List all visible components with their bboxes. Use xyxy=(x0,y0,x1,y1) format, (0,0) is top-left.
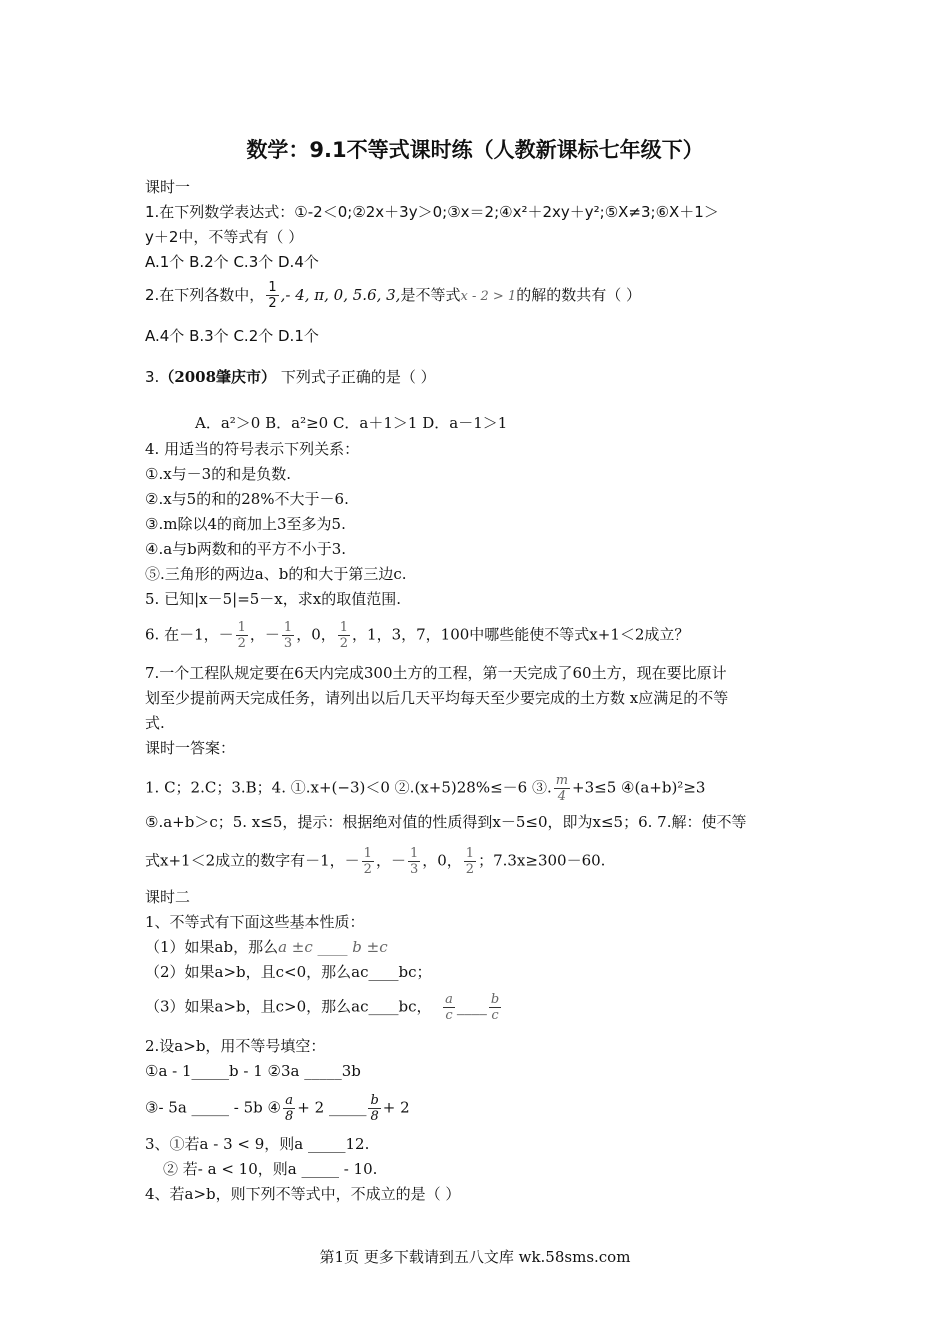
q6-f3-num: 1 xyxy=(339,620,349,635)
answer1-suffix: +3≤5 ④(a+b)²≥3 xyxy=(572,778,706,797)
q6-f2-num: 1 xyxy=(283,620,293,635)
p1-fb-num: b xyxy=(490,992,500,1007)
q2-mid: 是不等式 xyxy=(400,286,461,304)
q3-text: 下列式子正确的是（ ） xyxy=(280,368,436,386)
a3-f2-num: 1 xyxy=(409,846,419,861)
q4-item: ⑤.三角形的两边a、b的和大于第三边c. xyxy=(145,565,407,583)
lesson1-heading: 课时一 xyxy=(145,178,191,196)
p1-item1 xyxy=(145,937,388,957)
q6-f1-den: 2 xyxy=(237,636,246,651)
q6-f1-num: 1 xyxy=(237,620,246,635)
q4-item: ①.x与－3的和是负数. xyxy=(145,465,291,483)
a3-f1-num: 1 xyxy=(363,846,372,861)
q3-number: 3. xyxy=(145,368,160,386)
q7-line: 7.一个工程队规定要在6天内完成300土方的工程，第一天完成了60土方，现在要比原计 xyxy=(145,664,727,682)
p1-item3-frac-b xyxy=(489,992,501,1023)
q4-item: ④.a与b两数和的平方不小于3. xyxy=(145,540,347,558)
p1-item3-text: （3）如果a>b，且c>0，那么ac____bc， xyxy=(145,997,432,1016)
a3-f3-num: 1 xyxy=(465,846,475,861)
q7-line: 划至少提前两天完成任务，请列出以后几天平均每天至少要完成的土方数 x应满足的不等 xyxy=(145,689,729,707)
p3-line2: ② 若- a < 10，则a _____ - 10. xyxy=(163,1160,378,1178)
q2-frac-den: 2 xyxy=(268,296,277,311)
q5-line: 5. 已知|x－5|=5－x，求x的取值范围. xyxy=(145,590,401,608)
p2-fa-num: a xyxy=(283,1093,295,1109)
answer3-suffix: ；7.3x≥300－60. xyxy=(478,851,606,870)
q1-line1: 1.在下列数学表达式：①-2＜0;②2x＋3y＞0;③x＝2;④x²＋2xy＋y²;⑤X≠3;⑥X＋1＞ xyxy=(145,203,719,221)
q2-inequality: x - 2 > 1 xyxy=(460,289,517,304)
p1-fa-num: a xyxy=(445,992,453,1007)
q6-fraction-3 xyxy=(338,620,350,651)
q6-prefix: 6. 在－1，－ xyxy=(145,625,234,644)
p1-item3 xyxy=(145,992,503,1023)
answer-line3 xyxy=(145,846,605,877)
q2-numbers: ,- 4, π, 0, 5.6, 3, xyxy=(280,286,401,304)
a3-f2-den: 3 xyxy=(409,862,419,877)
q6-fraction-1 xyxy=(236,620,248,651)
p2-line1: ①a - 1_____b - 1 ②3a _____3b xyxy=(145,1062,361,1080)
answer3-fraction-2 xyxy=(408,846,420,877)
p1-fb-den: c xyxy=(491,1008,499,1023)
a3-f1-den: 2 xyxy=(363,862,372,877)
answer1-frac-num: m xyxy=(555,773,569,788)
p2-line2-suffix: + 2 xyxy=(382,1098,410,1117)
answer-line1 xyxy=(145,773,705,804)
page-title: 数学：9.1不等式课时练（人教新课标七年级下） xyxy=(246,138,704,162)
q6-sep1: ，－ xyxy=(249,625,280,644)
answer1-frac-den: 4 xyxy=(557,789,567,804)
q7-line: 式. xyxy=(145,714,165,732)
q3-source: （2008肇庆市） xyxy=(159,368,277,386)
q2-fraction xyxy=(266,280,278,311)
q4-item: ③.m除以4的商加上3至多为5. xyxy=(145,515,346,533)
p2-line2-prefix: ③- 5a _____ - 5b ④ xyxy=(145,1098,282,1117)
answer3-fraction-1 xyxy=(362,846,374,877)
q4-item: ②.x与5的和的28%不大于－6. xyxy=(145,490,349,508)
q2-prefix: 2.在下列各数中， xyxy=(145,286,265,304)
page-footer: 第1页 更多下载请到五八文库 wk.58sms.com xyxy=(319,1248,631,1266)
p2-frac-a xyxy=(283,1093,295,1124)
answer-heading: 课时一答案： xyxy=(145,739,236,757)
lesson2-heading: 课时二 xyxy=(145,888,191,906)
q2-suffix: 的解的数共有（ ） xyxy=(516,286,641,304)
q1-line2: y＋2中，不等式有（ ） xyxy=(145,228,304,246)
p2-line2 xyxy=(145,1093,410,1124)
q1-options: A.1个 B.2个 C.3个 D.4个 xyxy=(145,253,319,271)
p1-heading: 1、不等式有下面这些基本性质： xyxy=(145,913,365,931)
q3-options: A．a²＞0 B．a²≥0 C．a＋1＞1 D．a－1＞1 xyxy=(195,414,508,432)
p2-line2-mid: + 2 _____ xyxy=(297,1098,367,1117)
a3-f3-den: 2 xyxy=(465,862,475,877)
q2-frac-num: 1 xyxy=(268,280,277,295)
p2-fb-den: 8 xyxy=(370,1109,379,1124)
answer1-prefix: 1. C；2.C；3.B；4. ①.x+(−3)＜0 ②.(x+5)28%≤－6 ③. xyxy=(145,778,552,797)
p1-fa-den: c xyxy=(445,1008,453,1023)
q2-line xyxy=(145,280,641,311)
q6-fraction-2 xyxy=(282,620,294,651)
p4-line: 4、若a>b，则下列不等式中，不成立的是（ ） xyxy=(145,1185,461,1203)
q2-options: A.4个 B.3个 C.2个 D.1个 xyxy=(145,327,319,345)
answer3-sep1: ，－ xyxy=(375,851,406,870)
q6-line xyxy=(145,620,689,651)
answer3-prefix: 式x+1＜2成立的数字有－1，－ xyxy=(145,851,360,870)
q6-suffix: ，1，3，7，100中哪些能使不等式x+1＜2成立？ xyxy=(352,625,690,644)
q4-heading: 4. 用适当的符号表示下列关系： xyxy=(145,440,360,458)
p1-item2: （2）如果a>b，且c<0，那么ac____bc； xyxy=(145,963,432,981)
answer3-sep2: ，0， xyxy=(422,851,462,870)
p2-fa-den: 8 xyxy=(285,1109,294,1124)
p2-frac-b xyxy=(368,1093,380,1124)
q6-f2-den: 3 xyxy=(283,636,293,651)
q3-line xyxy=(145,367,436,387)
q6-f3-den: 2 xyxy=(339,636,349,651)
answer-line2: ⑤.a+b＞c；5. x≤5，提示：根据绝对值的性质得到x－5≤0，即为x≤5；6. 7.解：使不等 xyxy=(145,813,747,831)
p2-heading: 2.设a>b，用不等号填空： xyxy=(145,1037,326,1055)
p1-item3-frac-a xyxy=(443,992,455,1023)
p1-item1-expr: a ±c ____ b ±c xyxy=(278,938,388,956)
p3-line1: 3、①若a - 3 < 9，则a _____12. xyxy=(145,1135,370,1153)
q6-sep2: ，0， xyxy=(296,625,336,644)
p1-item3-blank: ____ xyxy=(456,997,487,1016)
answer1-fraction xyxy=(554,773,570,804)
answer3-fraction-3 xyxy=(464,846,476,877)
p1-item1-text: （1）如果ab，那么 xyxy=(145,938,279,956)
p2-fb-num: b xyxy=(370,1093,379,1108)
